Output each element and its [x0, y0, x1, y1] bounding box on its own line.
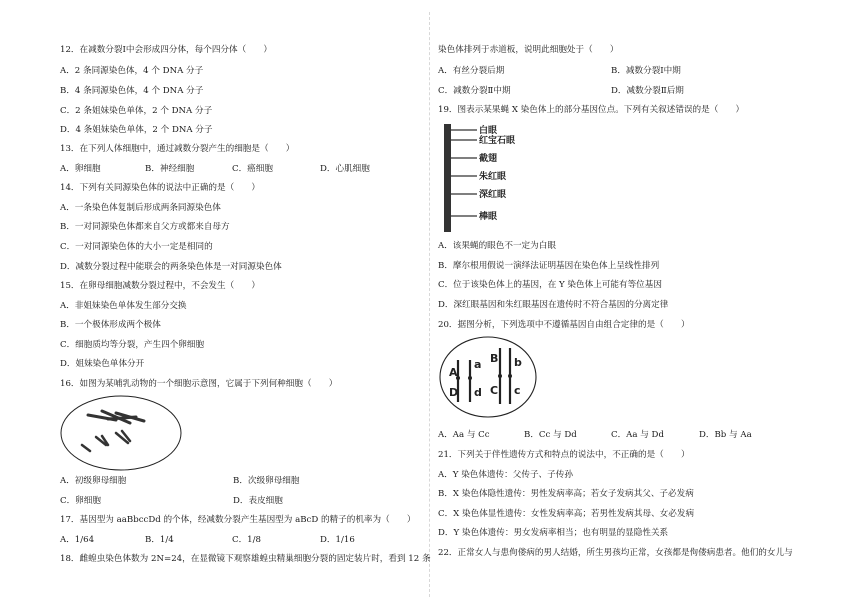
q15-option-c: C．细胞质均等分裂，产生四个卵细胞 — [60, 340, 205, 350]
q18-stem-continued: 染色体排列于赤道板，说明此细胞处于（ ） — [438, 45, 619, 55]
q19-option-a: A．该果蝇的眼色不一定为白眼 — [438, 241, 556, 251]
allele-d: d — [474, 386, 482, 399]
q13-option-c: C．癌细胞 — [232, 164, 273, 174]
q12-option-b: B．4 条同源染色体，4 个 DNA 分子 — [60, 86, 204, 96]
q16-option-d: D．表皮细胞 — [233, 496, 283, 506]
gene-cell-diagram — [436, 334, 546, 420]
gene-label-ruby-eye: 红宝石眼 — [479, 136, 516, 146]
q18-option-a: A．有丝分裂后期 — [438, 66, 505, 76]
allele-b: b — [514, 356, 522, 369]
q12-stem: 12．在减数分裂Ⅰ中会形成四分体，每个四分体（ ） — [60, 45, 272, 55]
q21-option-d: D．Y 染色体遗传：男女发病率相当；也有明显的显隐性关系 — [438, 528, 669, 538]
allele-D: D — [449, 386, 459, 399]
q19-option-d: D．深红眼基因和朱红眼基因在遗传时不符合基因的分离定律 — [438, 300, 669, 310]
q21-option-a: A．Y 染色体遗传：父传子、子传孙 — [438, 470, 573, 480]
q17-stem: 17．基因型为 aaBbccDd 的个体，经减数分裂产生基因型为 aBcD 的精子的机率为（ ） — [60, 515, 416, 525]
q12-option-c: C．2 条姐妹染色单体，2 个 DNA 分子 — [60, 106, 213, 116]
q18-stem: 18．雌蝗虫染色体数为 2N=24，在显微镜下观察雄蝗虫精巢细胞分裂的固定装片时，看到 12 条 — [60, 554, 431, 564]
chromosome-pair-top — [88, 411, 144, 423]
gene-label-white-eye: 白眼 — [479, 126, 498, 136]
chromosome-bar — [444, 124, 451, 232]
gene-label-vermilion-eye: 朱红眼 — [479, 172, 507, 182]
q19-option-c: C．位于该染色体上的基因，在 Y 染色体上可能有等位基因 — [438, 280, 662, 290]
column-divider — [429, 12, 430, 597]
q19-stem: 19．图表示某果蝇 X 染色体上的部分基因位点。下列有关叙述错误的是（ ） — [438, 105, 745, 115]
q20-option-d: D．Bb 与 Aa — [699, 430, 752, 440]
q18-option-c: C．减数分裂Ⅱ中期 — [438, 86, 511, 96]
allele-c: c — [514, 384, 521, 397]
chromosome-pair-bottom — [82, 431, 130, 451]
q16-option-b: B．次级卵母细胞 — [233, 476, 300, 486]
q17-option-b: B．1/4 — [145, 535, 174, 545]
gene-label-cut-wing: 截翅 — [479, 154, 498, 164]
q15-stem: 15．在卵母细胞减数分裂过程中，不会发生（ ） — [60, 281, 260, 291]
q15-option-b: B．一个极体形成两个极体 — [60, 320, 161, 330]
q17-option-c: C．1/8 — [232, 535, 261, 545]
gene-label-bar-eye: 棒眼 — [479, 212, 498, 222]
q12-option-d: D．4 条姐妹染色单体，2 个 DNA 分子 — [60, 125, 213, 135]
q13-stem: 13．在下列人体细胞中，通过减数分裂产生的细胞是（ ） — [60, 144, 295, 154]
q21-option-c: C．X 染色体显性遗传：女性发病率高；若男性发病其母、女必发病 — [438, 509, 695, 519]
allele-C: C — [490, 384, 499, 397]
q14-option-d: D．减数分裂过程中能联会的两条染色体是一对同源染色体 — [60, 262, 282, 272]
q14-stem: 14．下列有关同源染色体的说法中正确的是（ ） — [60, 183, 260, 193]
q22-stem: 22．正常女人与患佝偻病的男人结婚，所生男孩均正常，女孩都是佝偻病患者。他们的女儿与 — [438, 548, 793, 558]
q21-option-b: B．X 染色体隐性遗传：男性发病率高；若女子发病其父、子必发病 — [438, 489, 694, 499]
q16-stem: 16．如图为某哺乳动物的一个细胞示意图，它属于下列何种细胞（ ） — [60, 379, 338, 389]
q13-option-a: A．卵细胞 — [60, 164, 101, 174]
q14-option-b: B．一对同源染色体都来自父方或都来自母方 — [60, 222, 230, 232]
q14-option-c: C．一对同源染色体的大小一定是相同的 — [60, 242, 213, 252]
q20-option-b: B．Cc 与 Dd — [524, 430, 577, 440]
q19-option-b: B．摩尔根用假说一演绎法证明基因在染色体上呈线性排列 — [438, 261, 660, 271]
q14-option-a: A．一条染色体复制后形成两条同源染色体 — [60, 203, 221, 213]
gene-label-deep-red-eye: 深红眼 — [479, 190, 507, 200]
q12-option-a: A．2 条同源染色体，4 个 DNA 分子 — [60, 66, 204, 76]
q13-option-b: B．神经细胞 — [145, 164, 195, 174]
q15-option-a: A．非姐妹染色单体发生部分交换 — [60, 301, 187, 311]
cell-diagram — [58, 393, 184, 473]
q21-stem: 21．下列关于伴性遗传方式和特点的说法中，不正确的是（ ） — [438, 450, 690, 460]
allele-a: a — [474, 358, 482, 371]
q18-option-b: B．减数分裂Ⅰ中期 — [611, 66, 681, 76]
q15-option-d: D．姐妹染色单体分开 — [60, 359, 145, 369]
x-chromosome-diagram — [435, 120, 545, 236]
q17-option-a: A．1/64 — [60, 535, 95, 545]
q13-option-d: D．心肌细胞 — [320, 164, 370, 174]
q17-option-d: D．1/16 — [320, 535, 355, 545]
q20-stem: 20．据图分析，下列选项中不遵循基因自由组合定律的是（ ） — [438, 320, 690, 330]
q16-option-c: C．卵细胞 — [60, 496, 101, 506]
allele-A: A — [449, 366, 458, 379]
allele-B: B — [490, 352, 499, 365]
q16-option-a: A．初级卵母细胞 — [60, 476, 127, 486]
q18-option-d: D．减数分裂Ⅱ后期 — [611, 86, 684, 96]
q20-option-a: A．Aa 与 Cc — [438, 430, 490, 440]
q20-option-c: C．Aa 与 Dd — [611, 430, 664, 440]
